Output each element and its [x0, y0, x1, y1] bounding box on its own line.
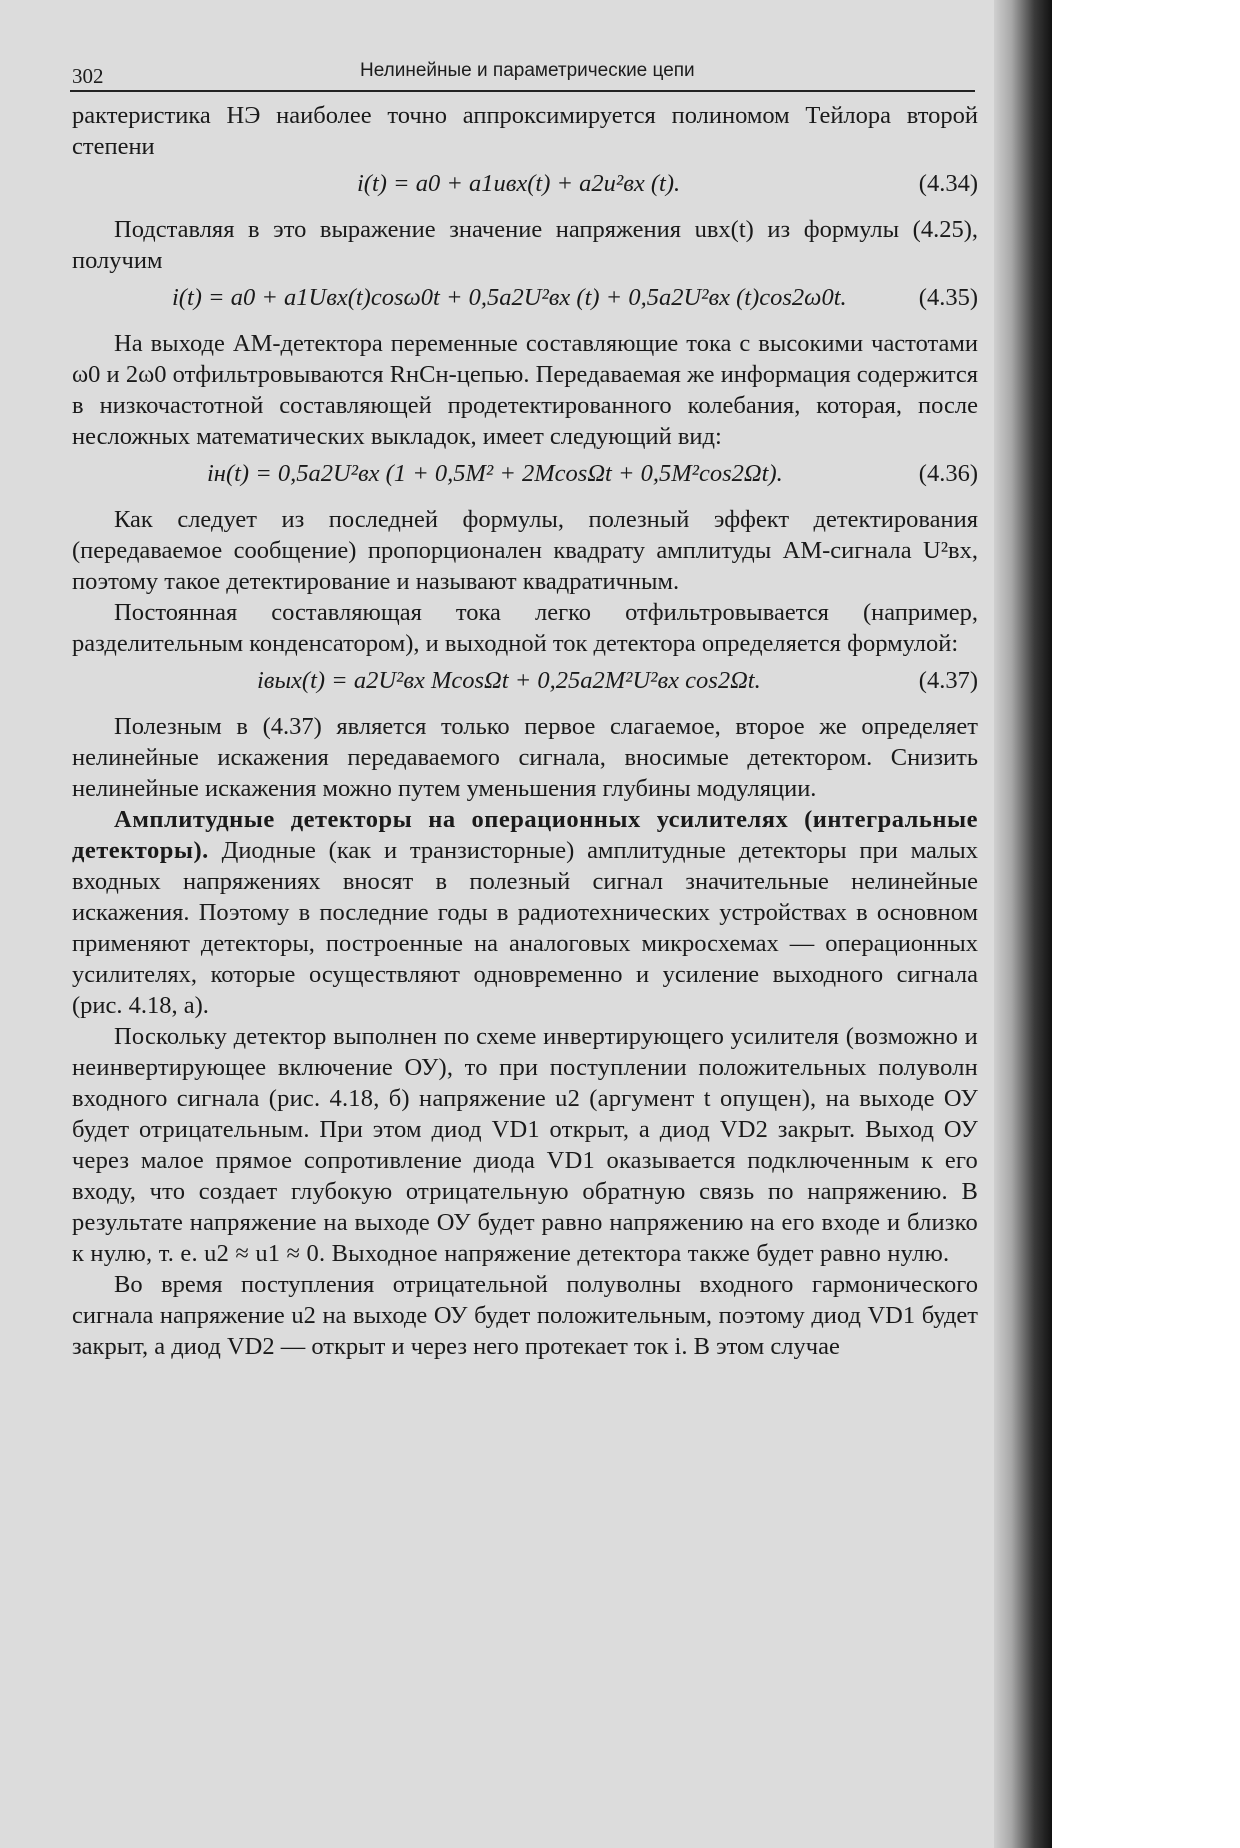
formula-4-34	[72, 162, 978, 204]
formula-expression: i(t) = a0 + a1Uвх(t)cosω0t + 0,5a2U²вх (t) + 0,5a2U²вх (t)cos2ω0t.	[172, 284, 847, 311]
page-body	[72, 100, 978, 1362]
page-header	[70, 60, 975, 92]
running-title: Нелинейные и параметрические цепи	[360, 60, 695, 81]
paragraph: Во время поступления отрицательной полуволны входного гармонического сигнала напряжение u2 на выходе ОУ будет положительным, поэтому диод VD1 будет закрыт, а диод VD2 — открыт и через него протекает ток i. В этом случае	[72, 1271, 978, 1360]
paragraph: рактеристика НЭ наиболее точно аппроксимируется полиномом Тейлора второй степени	[72, 102, 978, 160]
formula-number: (4.35)	[918, 284, 978, 311]
paragraph-body: Диодные (как и транзисторные) амплитудные детекторы при малых входных напряжениях вносят в полезный сигнал значительные нелинейные искажения. Поэтому в последние годы в радиотехнических устройствах в основном применяют детекторы, построенные на аналоговых микросхемах — операционных усилителях, которые осуществляют одновременно и усиление выходного сигнала (рис. 4.18, а).	[72, 837, 978, 1019]
formula-4-37	[72, 659, 978, 701]
formula-expression: i(t) = a0 + a1uвх(t) + a2u²вх (t).	[357, 170, 681, 197]
page-number: 302	[72, 64, 104, 88]
formula-number: (4.34)	[918, 170, 978, 197]
formula-4-36	[72, 452, 978, 494]
paragraph: Постоянная составляющая тока легко отфильтровывается (например, разделительным конденсатором), и выходной ток детектора определяется формулой:	[72, 599, 978, 657]
formula-number: (4.36)	[918, 460, 978, 487]
paragraph: Как следует из последней формулы, полезный эффект детектирования (передаваемое сообщение) пропорционален квадрату амплитуды АМ-сигнала U²вх, поэтому такое детектирование и называют квадратичным.	[72, 506, 978, 595]
paragraph: Подставляя в это выражение значение напряжения uвх(t) из формулы (4.25), получим	[72, 216, 978, 274]
formula-number: (4.37)	[918, 667, 978, 694]
section-heading: Амплитудные детекторы на операционных усилителях (интегральные детекторы).	[72, 806, 978, 864]
paragraph: Поскольку детектор выполнен по схеме инвертирующего усилителя (возможно и неинвертирующее включение ОУ), то при поступлении положительных полуволн входного сигнала (рис. 4.18, б) напряжение u2 (аргумент t опущен), на выходе ОУ будет отрицательным. При этом диод VD1 открыт, а диод VD2 закрыт. Выход ОУ через малое прямое сопротивление диода VD1 оказывается подключенным к его входу, что создает глубокую отрицательную обратную связь по напряжению. В результате напряжение на выходе ОУ будет равно напряжению на его входе и близко к нулю, т. е. u2 ≈ u1 ≈ 0. Выходное напряжение детектора также будет равно нулю.	[72, 1023, 978, 1267]
paragraph: Полезным в (4.37) является только первое слагаемое, второе же определяет нелинейные искажения передаваемого сигнала, вносимые детектором. Снизить нелинейные искажения можно путем уменьшения глубины модуляции.	[72, 713, 978, 802]
formula-4-35	[72, 276, 978, 318]
formula-expression: iвых(t) = a2U²вх McosΩt + 0,25a2M²U²вх cos2Ωt.	[257, 667, 761, 694]
book-spine-shadow	[994, 0, 1052, 1848]
formula-expression: iн(t) = 0,5a2U²вх (1 + 0,5M² + 2McosΩt + 0,5M²cos2Ωt).	[207, 460, 783, 487]
paragraph	[72, 804, 978, 1021]
paragraph: На выходе АМ-детектора переменные составляющие тока с высокими частотами ω0 и 2ω0 отфильтровываются RнCн-цепью. Передаваемая же информация содержится в низкочастотной составляющей продетектированного колебания, которая, после несложных математических выкладок, имеет следующий вид:	[72, 330, 978, 450]
